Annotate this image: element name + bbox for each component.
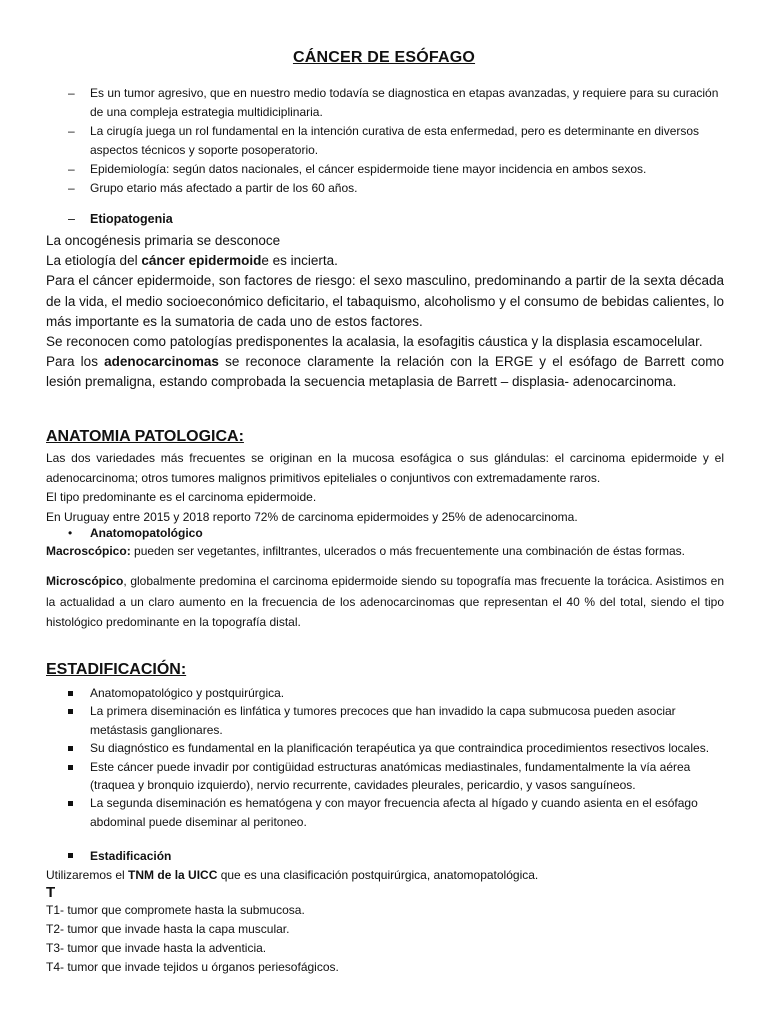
- anatomia-heading: ANATOMIA PATOLOGICA:: [46, 428, 244, 445]
- anatomia-body: [46, 449, 724, 527]
- list-item: – La cirugía juega un rol fundamental en la intención curativa de esta enfermedad, pero es determinante en diversos aspectos técnicos y soporte posoperatorio.: [68, 122, 724, 160]
- microscopico-paragraph: Microscópico, globalmente predomina el carcinoma epidermoide siendo su topografía mas frecuente la torácica. Asistimos en la actualidad a un claro aumento en la frecuencia de los adenocarcinomas que representan el 40 % del total, siendo el tipo histológico predominante en la topografía distal.: [46, 574, 724, 629]
- square-bullet-icon: [68, 853, 73, 858]
- estadificacion-heading: ESTADIFICACIÓN:: [46, 661, 187, 678]
- list-item: – Grupo etario más afectado a partir de los 60 años.: [68, 179, 724, 198]
- tnm-section: [46, 866, 724, 977]
- list-item: Su diagnóstico es fundamental en la planificación terapéutica ya que contraindica procedimientos resectivos locales.: [68, 739, 724, 757]
- paragraph: La oncogénesis primaria se desconoce: [46, 233, 281, 248]
- list-item: La primera diseminación es linfática y tumores precoces que han invadido la capa submucosa pueden asociar metástasis ganglionares.: [68, 702, 724, 739]
- etiopatogenia-body: [46, 231, 724, 393]
- list-item: – Es un tumor agresivo, que en nuestro medio todavía se diagnostica en etapas avanzadas, y requiere para su curación de una compleja estrategia multidiciplinaria.: [68, 84, 724, 122]
- paragraph: La etiología del cáncer epidermoide es incierta.: [46, 253, 338, 269]
- macroscopico-paragraph: Macroscópico: pueden ser vegetantes, infiltrantes, ulcerados o más frecuentemente una combinación de éstas formas.: [46, 544, 686, 558]
- t-item: T4- tumor que invade tejidos u órganos periesofágicos.: [46, 960, 339, 974]
- t-item: T2- tumor que invade hasta la capa muscular.: [46, 922, 290, 936]
- paragraph: El tipo predominante es el carcinoma epidermoide.: [46, 490, 317, 504]
- list-item: Este cáncer puede invadir por contigüidad estructuras anatómicas mediastinales, fundamentalmente la vía aérea (traquea y bronquio izquierdo), nervio recurrente, cavidades pleurales, pericardio, y vasos sanguíneos.: [68, 758, 724, 795]
- t-heading: T: [46, 884, 56, 901]
- paragraph: Se reconocen como patologías predisponentes la acalasia, la esofagitis cáustica y la displasia escamocelular.: [46, 334, 703, 350]
- t-item: T1- tumor que compromete hasta la submucosa.: [46, 903, 305, 917]
- paragraph: Utilizaremos el TNM de la UICC que es una clasificación postquirúrgica, anatomopatológica.: [46, 868, 539, 882]
- document-title: CÁNCER DE ESÓFAGO: [292, 49, 476, 66]
- list-item: La segunda diseminación es hematógena y con mayor frecuencia afecta al hígado y cuando asienta en el esófago abdominal puede diseminar al peritoneo.: [68, 794, 724, 831]
- estadificacion-list: [68, 684, 724, 831]
- list-item: – Epidemiología: según datos nacionales, el cáncer espidermoide tiene mayor incidencia en ambos sexos.: [68, 160, 724, 179]
- etiopatogenia-heading: – Etiopatogenia: [68, 212, 173, 226]
- anatomopatologico-heading: • Anatomopatológico: [68, 526, 203, 540]
- t-item: T3- tumor que invade hasta la adventicia.: [46, 941, 267, 955]
- paragraph: Las dos variedades más frecuentes se originan en la mucosa esofágica o sus glándulas: el carcinoma epidermoide y el adenocarcinoma; otros tumores malignos primitivos epiteliales o conjuntivos con extremadamente raros.: [46, 451, 724, 485]
- paragraph: Para el cáncer epidermoide, son factores de riesgo: el sexo masculino, predominando a partir de la sexta década de la vida, el medio socioeconómico deficitario, el tabaquismo, alcoholismo y el consumo de bebidas calientes, lo más importante es la sumatoria de cada uno de estos factores.: [46, 273, 724, 329]
- intro-list: [68, 84, 724, 198]
- list-item: Anatomopatológico y postquirúrgica.: [68, 684, 724, 702]
- paragraph: En Uruguay entre 2015 y 2018 reporto 72% de carcinoma epidermoides y 25% de adenocarcinoma.: [46, 509, 578, 524]
- paragraph: Para los adenocarcinomas se reconoce claramente la relación con la ERGE y el esófago de Barrett como lesión premaligna, estando comprobada la secuencia metaplasia de Barrett – displasia- adenocarcinoma.: [46, 354, 724, 390]
- estadificacion-subheading: Estadificación: [68, 849, 171, 863]
